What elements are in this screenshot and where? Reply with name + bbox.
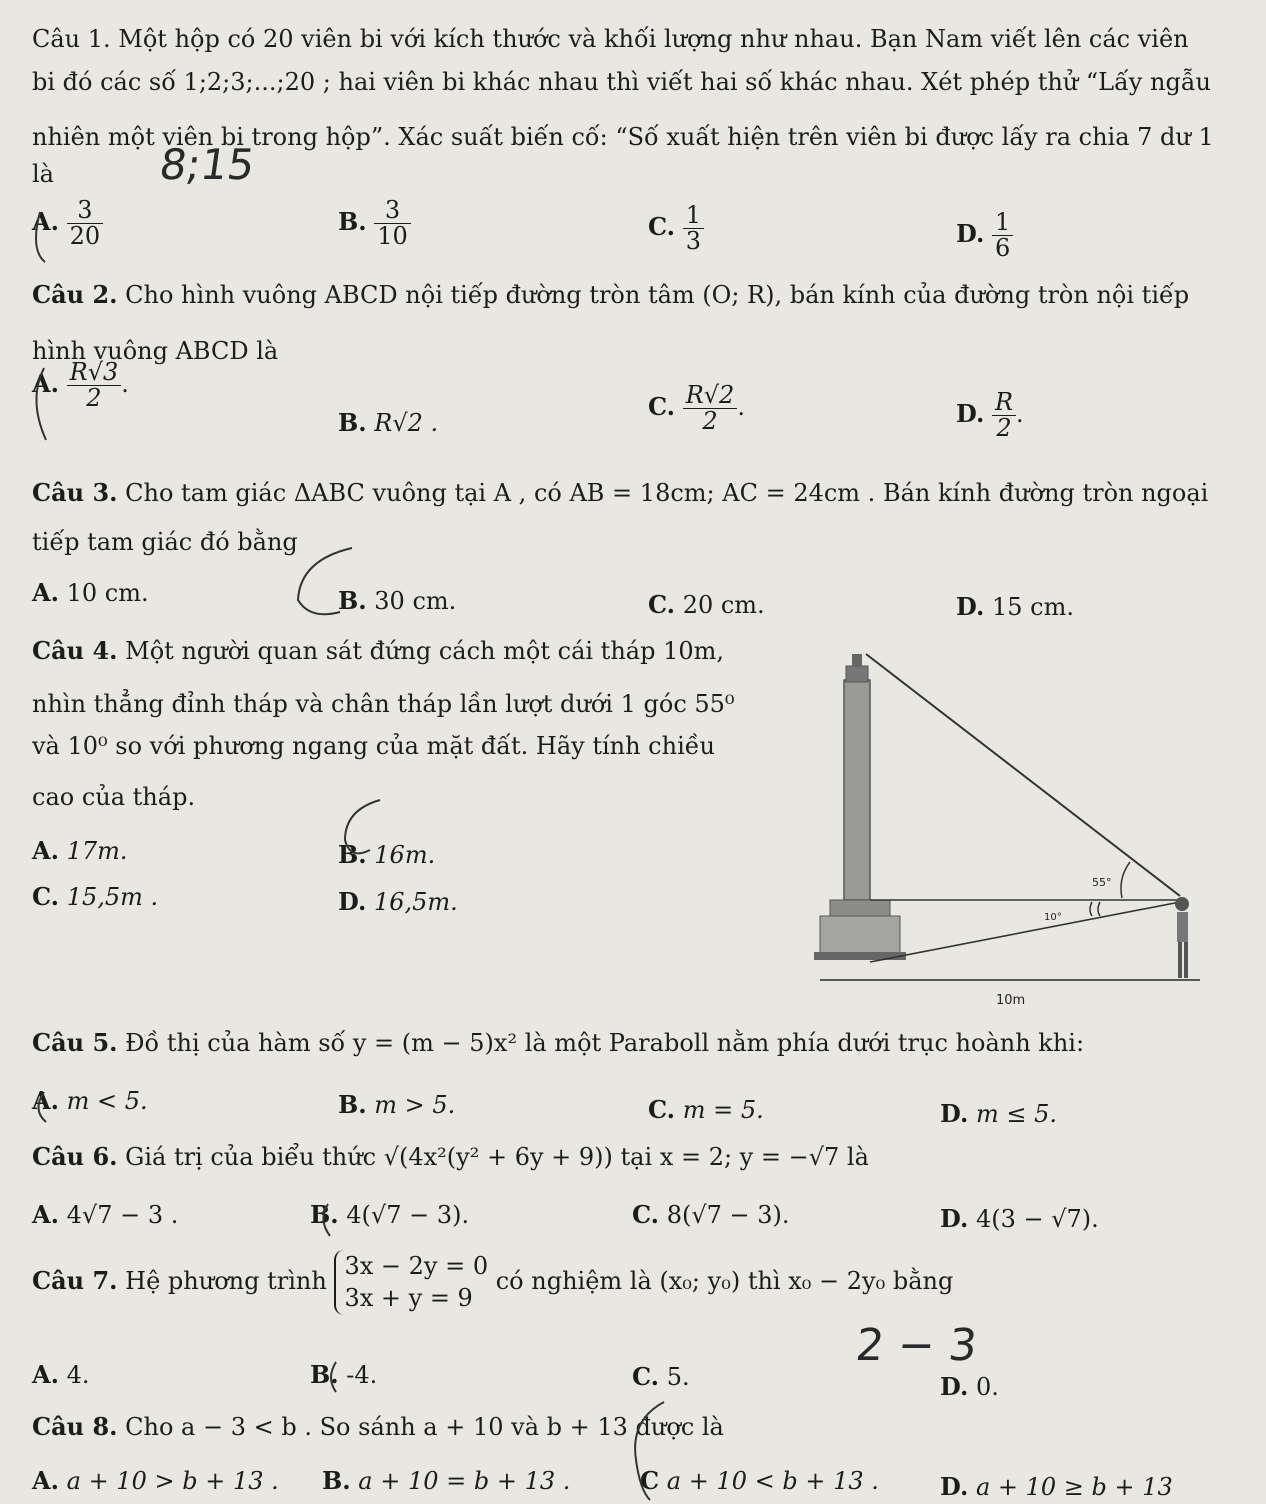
- option-label: B.: [338, 586, 367, 615]
- option-label: C.: [648, 212, 676, 242]
- option-text: -4.: [346, 1361, 378, 1389]
- q2-line1: [32, 280, 1189, 309]
- sightline-top: [866, 654, 1180, 896]
- option-label: D.: [940, 1204, 969, 1233]
- q7-option-a[interactable]: [32, 1360, 90, 1389]
- q7-option-b[interactable]: [310, 1360, 377, 1389]
- question-number: Câu 8.: [32, 1412, 118, 1441]
- equation-2: 3x + y = 9: [344, 1284, 473, 1313]
- option-text: 15 cm.: [991, 593, 1074, 621]
- fraction-den: 2: [86, 384, 102, 413]
- option-text: 17m.: [66, 837, 128, 865]
- option-text: m > 5.: [374, 1091, 456, 1119]
- fraction-den: 10: [377, 222, 408, 251]
- option-label: D.: [940, 1472, 969, 1501]
- fraction: [992, 210, 1013, 261]
- option-label: C.: [648, 590, 676, 619]
- fraction-den: 2: [702, 407, 718, 436]
- fraction-den: 2: [996, 414, 1012, 443]
- option-text: 0.: [975, 1373, 999, 1401]
- option-text: 4√7 − 3 .: [66, 1201, 179, 1229]
- option-label: C: [640, 1466, 660, 1495]
- q4-option-c[interactable]: [32, 882, 158, 911]
- q7-option-c[interactable]: [632, 1362, 690, 1391]
- option-text: 4.: [66, 1361, 90, 1389]
- tower-figure: [800, 640, 1220, 1020]
- question-number: Câu 2.: [32, 280, 118, 309]
- q4-option-b[interactable]: [338, 840, 435, 869]
- option-text: 30 cm.: [374, 587, 457, 615]
- fraction: [683, 203, 704, 254]
- option-label: B.: [310, 1200, 339, 1229]
- angle-arc-bottom: [1098, 902, 1100, 916]
- option-label: A.: [32, 1200, 59, 1229]
- fraction-num: 1: [992, 210, 1013, 236]
- question-number: Câu 5.: [32, 1028, 118, 1057]
- option-label: B.: [338, 207, 367, 237]
- option-text: R√2 .: [374, 409, 439, 437]
- option-label: A.: [32, 1360, 59, 1389]
- observer-icon: [1175, 897, 1189, 978]
- fraction: [683, 383, 738, 434]
- q6-line1: [32, 1142, 869, 1171]
- fraction-num: R√3: [67, 360, 122, 386]
- option-text: 16,5m.: [373, 888, 458, 916]
- angle-label-bottom: 10°: [1044, 912, 1062, 923]
- fraction: [374, 198, 411, 249]
- option-label: C.: [32, 882, 60, 911]
- q3-option-d[interactable]: [956, 592, 1074, 621]
- option-label: B.: [338, 408, 367, 437]
- option-text: a + 10 = b + 13 .: [358, 1467, 571, 1495]
- option-label: C.: [632, 1362, 660, 1391]
- option-text: 5.: [666, 1363, 690, 1391]
- q4-line4: cao của tháp.: [32, 783, 196, 811]
- q3-line1: [32, 478, 1208, 507]
- q8-option-d[interactable]: [940, 1472, 1173, 1501]
- q1-option-a[interactable]: [32, 198, 103, 249]
- q1-option-d[interactable]: [956, 210, 1013, 261]
- fraction: [67, 198, 104, 249]
- q4-option-d[interactable]: [338, 887, 458, 916]
- option-label: C.: [632, 1200, 660, 1229]
- q1-option-b[interactable]: [338, 198, 411, 249]
- q2-option-a[interactable]: A. $\frac{R√3}{2}$ .: [32, 358, 129, 413]
- option-label: B.: [338, 1090, 367, 1119]
- question-text: Cho a − 3 < b . So sánh a + 10 và b + 13 được là: [125, 1413, 724, 1441]
- fraction-num: R: [992, 390, 1016, 416]
- question-number: Câu 4.: [32, 636, 118, 665]
- option-label: A.: [32, 369, 59, 399]
- option-label: D.: [338, 887, 367, 916]
- option-label: A.: [32, 207, 59, 237]
- q3-option-c[interactable]: [648, 590, 765, 619]
- option-label: D.: [956, 592, 985, 621]
- q2-line2: hình vuông ABCD là: [32, 337, 279, 365]
- option-text: a + 10 > b + 13 .: [66, 1467, 279, 1495]
- option-label: B.: [310, 1360, 339, 1389]
- option-label: A.: [32, 836, 59, 865]
- fraction-den: 6: [994, 234, 1011, 263]
- q7-option-d[interactable]: [940, 1372, 999, 1401]
- q1-line2: bi đó các số 1;2;3;...;20 ; hai viên bi khác nhau thì viết hai số khác nhau. Xét phép thử “Lấy ngẫu: [32, 68, 1211, 96]
- q1-line3: nhiên một viên bi trong hộp”. Xác suất biến cố: “Số xuất hiện trên viên bi được lấy ra chia 7 dư 1: [32, 123, 1214, 151]
- question-text: Hệ phương trình: [125, 1266, 327, 1295]
- question-text: Đồ thị của hàm số y = (m − 5)x² là một Paraboll nằm phía dưới trục hoành khi:: [125, 1029, 1085, 1057]
- question-number: Câu 6.: [32, 1142, 118, 1171]
- fraction-num: 3: [374, 198, 411, 224]
- option-text: m < 5.: [66, 1087, 148, 1115]
- equation-1: 3x − 2y = 0: [344, 1252, 489, 1280]
- q8-option-b[interactable]: [322, 1466, 570, 1495]
- option-text: 8(√7 − 3).: [666, 1201, 790, 1229]
- option-text: 16m.: [374, 841, 436, 869]
- q4-line3: và 10⁰ so với phương ngang của mặt đất. Hãy tính chiều: [32, 732, 715, 760]
- q2-option-c[interactable]: C. $\frac{R√2}{2}$ .: [648, 381, 745, 436]
- q6-option-b[interactable]: [310, 1200, 469, 1229]
- handwritten-note-q1: 8;15: [156, 140, 258, 189]
- fraction-num: 1: [683, 203, 704, 229]
- sightline-bottom: [870, 902, 1180, 962]
- option-text: 15,5m .: [66, 883, 159, 911]
- q5-option-c[interactable]: [648, 1095, 764, 1124]
- angle-arc-top: [1121, 862, 1130, 898]
- q3-option-a[interactable]: [32, 578, 149, 607]
- option-text: m = 5.: [682, 1096, 764, 1124]
- q1-line1: Câu 1. Một hộp có 20 viên bi với kích thước và khối lượng như nhau. Bạn Nam viết lên các viên: [32, 25, 1189, 53]
- fraction-den: 20: [69, 222, 101, 251]
- option-label: C.: [648, 1095, 676, 1124]
- option-label: C.: [648, 392, 676, 422]
- fraction-num: R√2: [683, 383, 738, 409]
- option-text: 20 cm.: [682, 591, 765, 619]
- q3-line2: tiếp tam giác đó bằng: [32, 528, 298, 556]
- question-number: Câu 3.: [32, 478, 118, 507]
- option-label: B.: [322, 1466, 351, 1495]
- fraction-den: 3: [685, 227, 701, 256]
- option-label: D.: [956, 399, 985, 429]
- distance-label: 10m: [996, 993, 1026, 1008]
- question-text: Giá trị của biểu thức √(4x²(y² + 6y + 9)) tại x = 2; y = −√7 là: [125, 1143, 869, 1171]
- question-text: Cho tam giác ΔABC vuông tại A , có AB = 18cm; AC = 24cm . Bán kính đường tròn ngoại: [125, 479, 1209, 507]
- q8-option-c[interactable]: [640, 1466, 879, 1495]
- q8-line1: [32, 1412, 724, 1441]
- q8-option-a[interactable]: [32, 1466, 279, 1495]
- q4-line2: nhìn thẳng đỉnh tháp và chân tháp lần lượt dưới 1 góc 55⁰: [32, 690, 735, 718]
- fraction-num: 3: [67, 198, 104, 224]
- handwritten-note-q7: 2 − 3: [853, 1320, 980, 1371]
- q1-option-c[interactable]: [648, 203, 704, 254]
- option-label: A.: [32, 1466, 59, 1495]
- option-label: D.: [940, 1099, 969, 1128]
- question-number: Câu 7.: [32, 1265, 118, 1295]
- q1-line4: là: [32, 160, 54, 188]
- question-text-2: có nghiệm là (x₀; y₀) thì x₀ − 2y₀ bằng: [495, 1266, 954, 1295]
- q5-line1: [32, 1028, 1084, 1057]
- angle-arc-bottom-2: [1090, 902, 1092, 916]
- q5-option-a[interactable]: [32, 1086, 148, 1115]
- q6-option-d[interactable]: [940, 1204, 1099, 1233]
- option-label: D.: [940, 1372, 969, 1401]
- option-label: D.: [956, 219, 985, 249]
- q3-option-b[interactable]: [338, 586, 456, 615]
- angle-label-top: 55°: [1092, 876, 1112, 889]
- q4-option-a[interactable]: [32, 836, 128, 865]
- q4-line1: [32, 636, 724, 665]
- q2-option-d[interactable]: D. $\frac{R}{2}$ .: [956, 388, 1024, 443]
- option-text: a + 10 < b + 13 .: [666, 1467, 879, 1495]
- q6-option-c[interactable]: [632, 1200, 790, 1229]
- option-text: 4(√7 − 3).: [346, 1201, 470, 1229]
- option-label: A.: [32, 578, 59, 607]
- option-label: A.: [32, 1086, 59, 1115]
- q5-option-b[interactable]: [338, 1090, 455, 1119]
- q5-option-d[interactable]: [940, 1099, 1057, 1128]
- tower: [814, 654, 906, 960]
- option-text: m ≤ 5.: [975, 1100, 1057, 1128]
- option-text: 10 cm.: [66, 579, 149, 607]
- fraction: [992, 390, 1016, 441]
- fraction: [67, 360, 122, 411]
- option-text: a + 10 ≥ b + 13: [975, 1473, 1173, 1501]
- q7-line1: [32, 1250, 953, 1315]
- equation-system: [334, 1250, 488, 1315]
- question-text: Cho hình vuông ABCD nội tiếp đường tròn tâm (O; R), bán kính của đường tròn nội tiếp: [125, 281, 1190, 309]
- q6-option-a[interactable]: [32, 1200, 178, 1229]
- option-label: B.: [338, 840, 367, 869]
- q2-option-b[interactable]: [338, 408, 438, 437]
- question-text: Một người quan sát đứng cách một cái tháp 10m,: [125, 637, 725, 665]
- option-text: 4(3 − √7).: [975, 1205, 1099, 1233]
